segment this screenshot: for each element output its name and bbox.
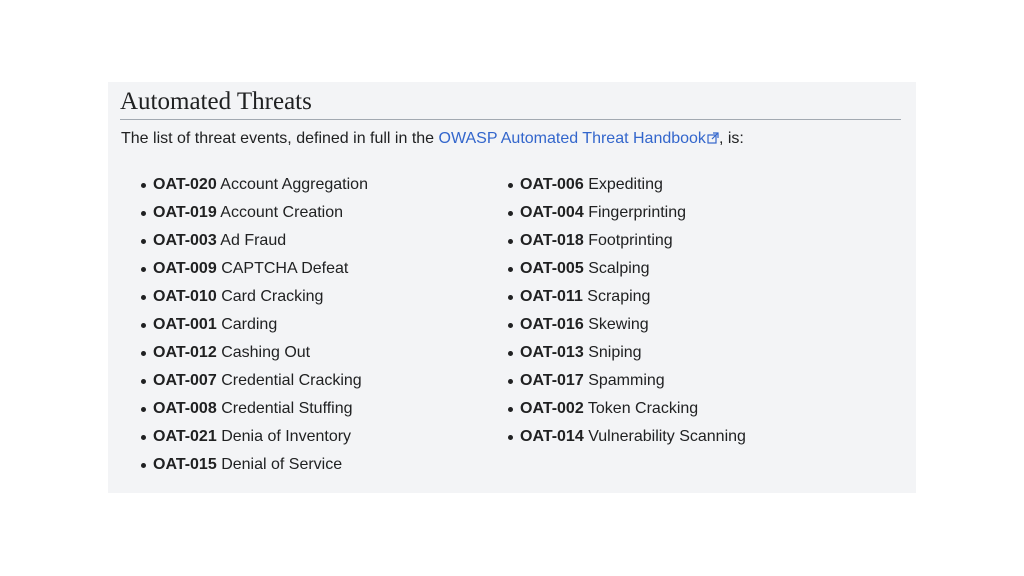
- owasp-handbook-link[interactable]: [439, 130, 719, 147]
- threat-list-item: [506, 311, 746, 339]
- threat-code: OAT-004: [520, 204, 584, 221]
- threat-code: OAT-014: [520, 428, 584, 445]
- threat-code: OAT-003: [153, 232, 217, 249]
- threat-list-item: [506, 255, 746, 283]
- threat-code: OAT-002: [520, 400, 584, 417]
- threat-list-item: [506, 367, 746, 395]
- threat-code: OAT-010: [153, 288, 217, 305]
- threat-list-item: [139, 395, 368, 423]
- threat-name: Card Cracking: [221, 288, 324, 305]
- threat-name: Ad Fraud: [220, 232, 287, 249]
- threat-name: Sniping: [588, 344, 642, 361]
- threat-name: Skewing: [588, 316, 649, 333]
- threat-list-left: [139, 171, 368, 479]
- threat-list-item: [139, 199, 368, 227]
- threat-list-item: [506, 227, 746, 255]
- intro-text-before: The list of threat events, defined in full in the: [121, 130, 439, 147]
- bullet-icon: [508, 407, 513, 412]
- threat-list-right: [506, 171, 746, 451]
- threat-code: OAT-013: [520, 344, 584, 361]
- bullet-icon: [508, 351, 513, 356]
- threat-name: Vulnerability Scanning: [588, 428, 746, 445]
- bullet-icon: [508, 183, 513, 188]
- external-link-icon: [707, 131, 719, 149]
- bullet-icon: [141, 239, 146, 244]
- bullet-icon: [141, 267, 146, 272]
- threat-name: Account Aggregation: [220, 176, 368, 193]
- bullet-icon: [141, 295, 146, 300]
- threat-code: OAT-008: [153, 400, 217, 417]
- bullet-icon: [141, 463, 146, 468]
- threat-name: Scalping: [588, 260, 650, 277]
- threat-list-item: [506, 423, 746, 451]
- bullet-icon: [141, 351, 146, 356]
- threat-name: Account Creation: [220, 204, 344, 221]
- section-heading: Automated Threats: [120, 87, 901, 120]
- threat-list-item: [139, 255, 368, 283]
- threat-code: OAT-001: [153, 316, 217, 333]
- bullet-icon: [508, 211, 513, 216]
- bullet-icon: [141, 379, 146, 384]
- threat-list-item: [139, 367, 368, 395]
- bullet-icon: [508, 267, 513, 272]
- bullet-icon: [141, 211, 146, 216]
- threat-name: Carding: [221, 316, 278, 333]
- bullet-icon: [508, 323, 513, 328]
- bullet-icon: [141, 435, 146, 440]
- threat-name: Spamming: [588, 372, 665, 389]
- threat-code: OAT-017: [520, 372, 584, 389]
- bullet-icon: [508, 435, 513, 440]
- threat-name: Cashing Out: [221, 344, 311, 361]
- threat-name: Token Cracking: [587, 400, 699, 417]
- threat-code: OAT-005: [520, 260, 584, 277]
- threat-name: Denia of Inventory: [221, 428, 352, 445]
- threat-list-item: [139, 339, 368, 367]
- threat-code: OAT-020: [153, 176, 217, 193]
- bullet-icon: [508, 295, 513, 300]
- bullet-icon: [141, 323, 146, 328]
- threat-name: Scraping: [587, 288, 651, 305]
- threat-name: Footprinting: [588, 232, 673, 249]
- threat-code: OAT-009: [153, 260, 217, 277]
- threat-list-item: [506, 199, 746, 227]
- threat-code: OAT-021: [153, 428, 217, 445]
- threat-list-item: [139, 423, 368, 451]
- bullet-icon: [508, 239, 513, 244]
- threat-code: OAT-007: [153, 372, 217, 389]
- threat-code: OAT-011: [520, 288, 583, 305]
- content-panel: [108, 82, 916, 493]
- bullet-icon: [141, 407, 146, 412]
- threat-code: OAT-018: [520, 232, 584, 249]
- threat-name: Expediting: [588, 176, 663, 193]
- threat-list-item: [506, 283, 746, 311]
- threat-name: CAPTCHA Defeat: [221, 260, 349, 277]
- threat-list-item: [139, 227, 368, 255]
- threat-list-item: [506, 171, 746, 199]
- threat-list-item: [139, 283, 368, 311]
- bullet-icon: [508, 379, 513, 384]
- threat-code: OAT-015: [153, 456, 217, 473]
- intro-text-after: , is:: [718, 130, 744, 147]
- threat-code: OAT-006: [520, 176, 584, 193]
- threat-code: OAT-019: [153, 204, 217, 221]
- threat-name: Fingerprinting: [588, 204, 687, 221]
- threat-list-item: [139, 451, 368, 479]
- threat-list-item: [506, 395, 746, 423]
- threat-list-item: [506, 339, 746, 367]
- threat-list-item: [139, 171, 368, 199]
- threat-name: Credential Cracking: [221, 372, 362, 389]
- threat-name: Credential Stuffing: [221, 400, 353, 417]
- intro-paragraph: [121, 130, 744, 149]
- bullet-icon: [141, 183, 146, 188]
- threat-code: OAT-012: [153, 344, 217, 361]
- threat-name: Denial of Service: [221, 456, 343, 473]
- threat-list-item: [139, 311, 368, 339]
- owasp-handbook-link-label: OWASP Automated Threat Handbook: [438, 130, 706, 147]
- threat-code: OAT-016: [520, 316, 584, 333]
